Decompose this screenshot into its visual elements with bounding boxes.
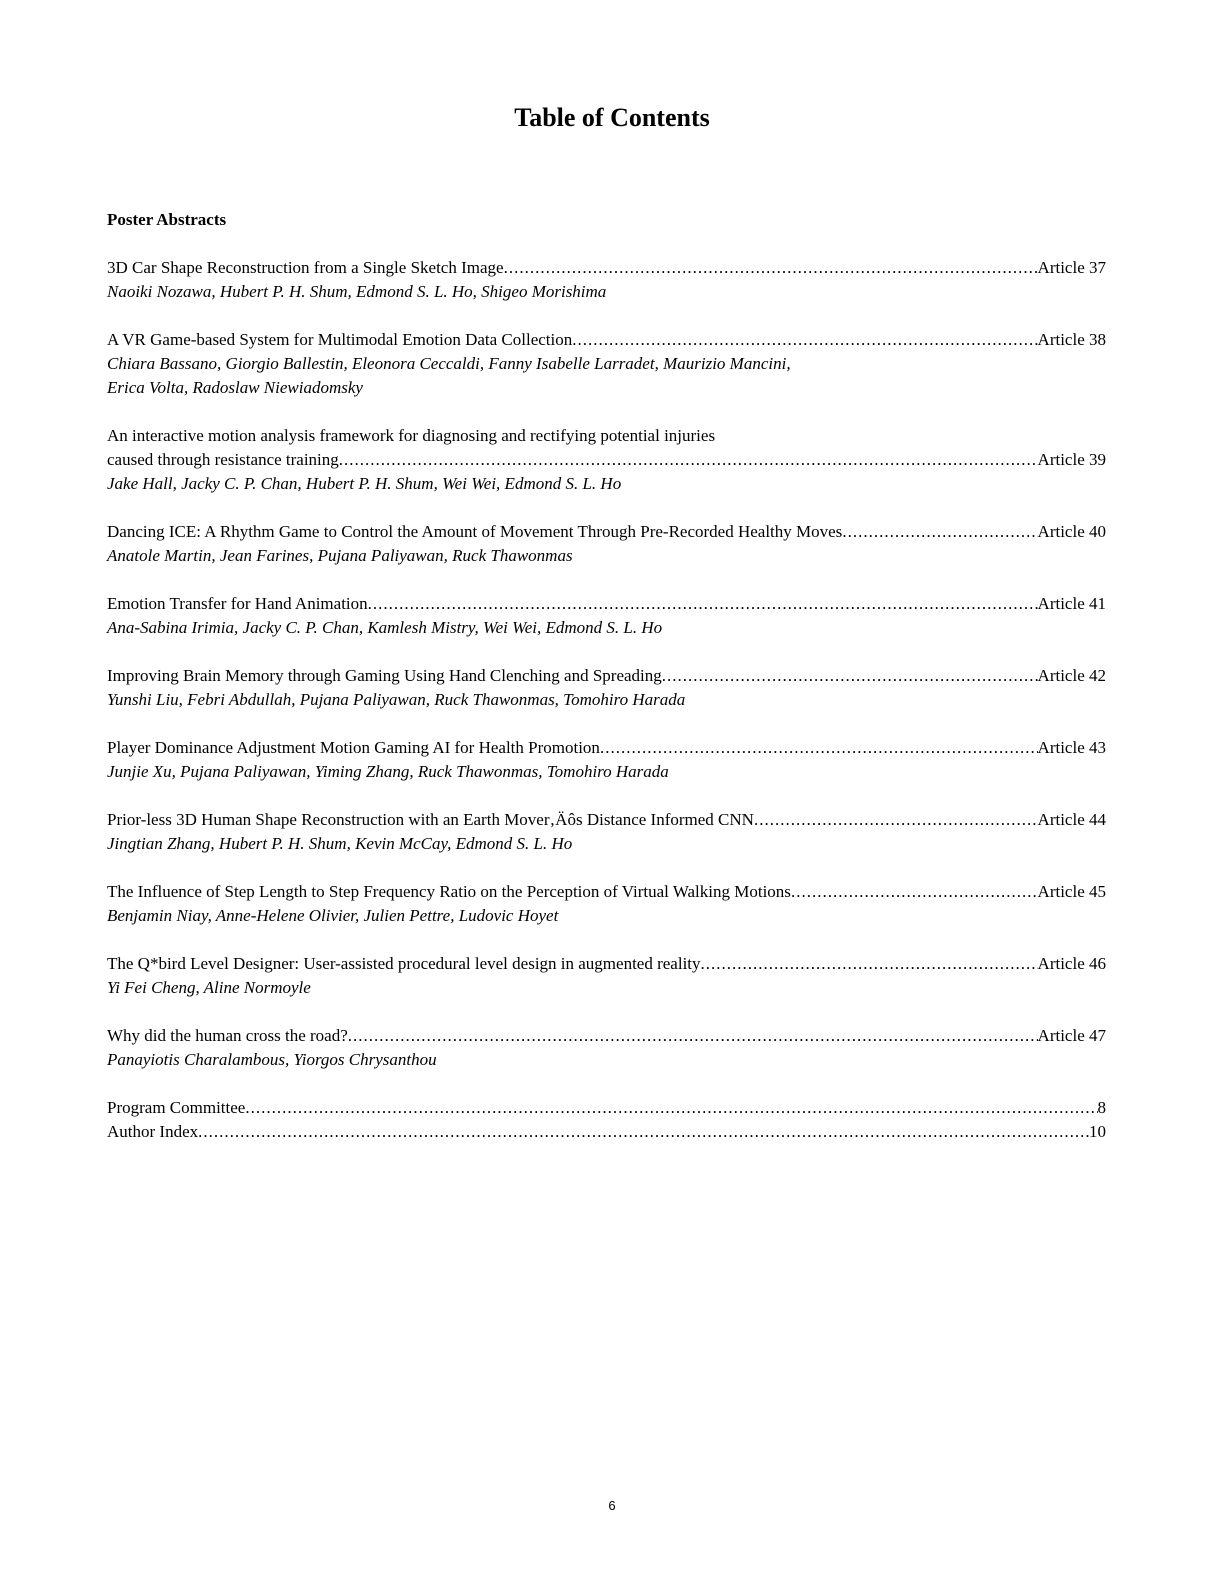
entry-title-line (107, 736, 1106, 760)
entry-title-line (107, 808, 1106, 832)
entry-title: A VR Game-based System for Multimodal Emotion Data Collection (107, 330, 573, 349)
entry-article-ref: Article 41 (1037, 594, 1106, 613)
entry-title-line (107, 256, 1106, 280)
section-heading: Poster Abstracts (107, 210, 227, 229)
entry-title: Author Index (107, 1122, 199, 1141)
dot-leader (701, 952, 1038, 976)
entry-article-ref: Article 46 (1037, 954, 1106, 973)
entry-authors: Ana-Sabina Irimia, Jacky C. P. Chan, Kamlesh Mistry, Wei Wei, Edmond S. L. Ho (107, 618, 663, 637)
toc-tail-entry[interactable] (107, 1096, 1106, 1120)
dot-leader (754, 808, 1038, 832)
toc-entry[interactable] (107, 256, 1106, 304)
entry-title: caused through resistance training (107, 450, 339, 469)
entry-authors: Jingtian Zhang, Hubert P. H. Shum, Kevin McCay, Edmond S. L. Ho (107, 834, 573, 853)
entry-page-ref: 8 (1097, 1098, 1106, 1117)
toc-entry-list (107, 256, 1106, 1072)
entry-title: The Q*bird Level Designer: User-assisted procedural level design in augmented reality (107, 954, 701, 973)
page-number: 6 (608, 1498, 616, 1513)
entry-article-ref: Article 37 (1037, 258, 1106, 277)
entry-title-line (107, 952, 1106, 976)
entry-title-first-line: An interactive motion analysis framework for diagnosing and rectifying potential injuries (107, 426, 716, 445)
toc-entry[interactable] (107, 424, 1106, 496)
toc-entry[interactable] (107, 736, 1106, 784)
entry-authors: Chiara Bassano, Giorgio Ballestin, Eleonora Ceccaldi, Fanny Isabelle Larradet, Maurizio Mancini, (107, 354, 791, 373)
toc-entry[interactable] (107, 664, 1106, 712)
entry-title: The Influence of Step Length to Step Frequency Ratio on the Perception of Virtual Walking Motions (107, 882, 791, 901)
toc-entry[interactable] (107, 328, 1106, 400)
entry-authors: Yi Fei Cheng, Aline Normoyle (107, 978, 311, 997)
toc-entry[interactable] (107, 808, 1106, 856)
dot-leader (339, 448, 1038, 472)
entry-article-ref: Article 43 (1037, 738, 1106, 757)
entry-title-line (107, 520, 1106, 544)
entry-title: Player Dominance Adjustment Motion Gaming AI for Health Promotion (107, 738, 600, 757)
toc-tail-list (107, 1096, 1106, 1144)
entry-title: Improving Brain Memory through Gaming Using Hand Clenching and Spreading (107, 666, 662, 685)
entry-authors: Erica Volta, Radoslaw Niewiadomsky (107, 378, 363, 397)
entry-article-ref: Article 39 (1037, 450, 1106, 469)
entry-authors: Yunshi Liu, Febri Abdullah, Pujana Paliyawan, Ruck Thawonmas, Tomohiro Harada (107, 690, 686, 709)
entry-title: Program Committee (107, 1098, 246, 1117)
dot-leader (842, 520, 1037, 544)
entry-article-ref: Article 45 (1037, 882, 1106, 901)
dot-leader (198, 1120, 1089, 1144)
toc-entry[interactable] (107, 520, 1106, 568)
toc-entry[interactable] (107, 592, 1106, 640)
toc-tail-entry[interactable] (107, 1120, 1106, 1144)
toc-entry[interactable] (107, 1024, 1106, 1072)
entry-title-line (107, 448, 1106, 472)
page-title: Table of Contents (514, 103, 710, 132)
entry-article-ref: Article 38 (1037, 330, 1106, 349)
dot-leader (572, 328, 1037, 352)
entry-title-line (107, 1024, 1106, 1048)
entry-title-line (107, 328, 1106, 352)
entry-authors: Junjie Xu, Pujana Paliyawan, Yiming Zhang, Ruck Thawonmas, Tomohiro Harada (107, 762, 669, 781)
entry-title-line (107, 592, 1106, 616)
entry-page-ref: 10 (1089, 1122, 1106, 1141)
dot-leader (662, 664, 1038, 688)
entry-title: Emotion Transfer for Hand Animation (107, 594, 368, 613)
toc-entry[interactable] (107, 880, 1106, 928)
entry-article-ref: Article 40 (1037, 522, 1106, 541)
dot-leader (348, 1024, 1038, 1048)
toc-content (107, 208, 1106, 1144)
entry-authors: Anatole Martin, Jean Farines, Pujana Paliyawan, Ruck Thawonmas (107, 546, 573, 565)
dot-leader (368, 592, 1038, 616)
entry-article-ref: Article 47 (1037, 1026, 1106, 1045)
entry-authors: Jake Hall, Jacky C. P. Chan, Hubert P. H. Shum, Wei Wei, Edmond S. L. Ho (107, 474, 622, 493)
entry-title-line (107, 664, 1106, 688)
dot-leader (600, 736, 1038, 760)
entry-title: 3D Car Shape Reconstruction from a Single Sketch Image (107, 258, 504, 277)
dot-leader (245, 1096, 1097, 1120)
dot-leader (791, 880, 1038, 904)
entry-title: Why did the human cross the road? (107, 1026, 348, 1045)
entry-title: Dancing ICE: A Rhythm Game to Control the Amount of Movement Through Pre-Recorded Healthy Moves (107, 522, 843, 541)
toc-entry[interactable] (107, 952, 1106, 1000)
entry-article-ref: Article 42 (1037, 666, 1106, 685)
dot-leader (504, 256, 1038, 280)
entry-title: Prior-less 3D Human Shape Reconstruction with an Earth Mover‚Äôs Distance Informed CNN (107, 810, 754, 829)
entry-title-line (107, 880, 1106, 904)
entry-authors: Panayiotis Charalambous, Yiorgos Chrysanthou (107, 1050, 437, 1069)
entry-authors: Naoiki Nozawa, Hubert P. H. Shum, Edmond S. L. Ho, Shigeo Morishima (107, 282, 607, 301)
entry-authors: Benjamin Niay, Anne-Helene Olivier, Julien Pettre, Ludovic Hoyet (107, 906, 559, 925)
entry-article-ref: Article 44 (1037, 810, 1106, 829)
